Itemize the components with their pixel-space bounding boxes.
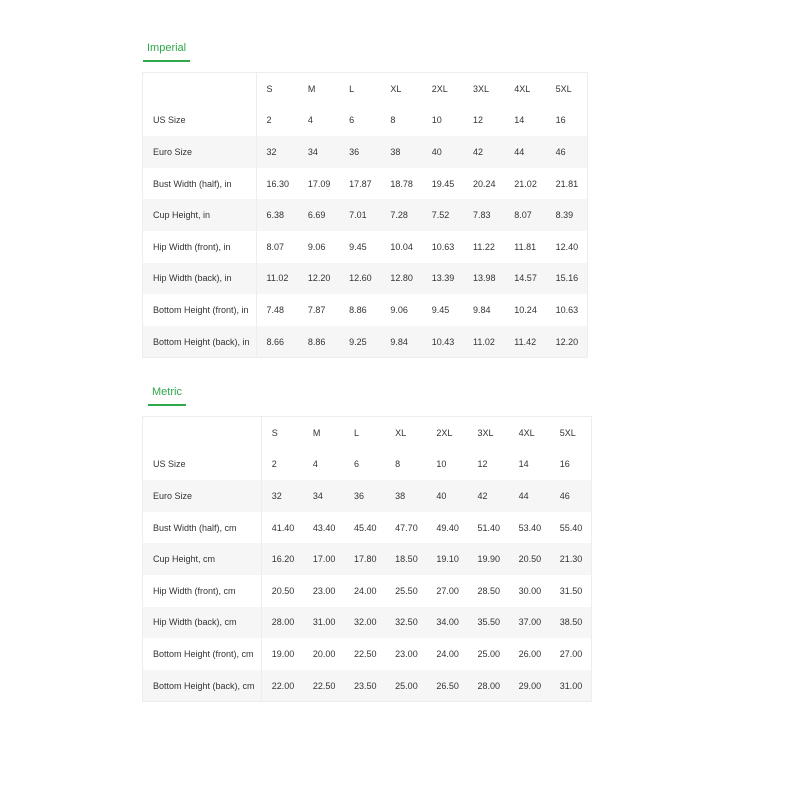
tab-imperial[interactable]: Imperial — [143, 36, 190, 62]
table-cell: 4 — [312, 459, 318, 470]
table-row — [143, 326, 588, 358]
table-cell: 24.00 — [354, 585, 377, 596]
metric-size-table — [142, 416, 592, 702]
row-label: Hip Width (back), cm — [143, 607, 262, 639]
table-cell: 9.84 — [390, 336, 408, 347]
table-cell: 14.57 — [514, 273, 537, 284]
column-header: 5XL — [555, 83, 572, 94]
table-cell: 12 — [477, 459, 488, 470]
column-header: 3XL — [473, 83, 490, 94]
table-cell: 20.24 — [473, 178, 496, 189]
imperial-size-table — [142, 72, 588, 358]
column-header: 5XL — [559, 427, 576, 438]
table-cell: 12.20 — [555, 336, 579, 347]
column-header: L — [354, 427, 360, 438]
column-header: 3XL — [477, 427, 494, 438]
header-corner-cell — [143, 417, 262, 449]
table-cell: 8.07 — [514, 210, 532, 221]
table-cell: 34 — [307, 146, 318, 157]
table-header-row — [143, 417, 592, 449]
table-cell: 8.07 — [266, 241, 285, 252]
table-cell: 10.24 — [514, 304, 537, 315]
row-label: US Size — [143, 449, 262, 481]
header-corner-cell — [143, 73, 257, 105]
table-cell: 45.40 — [354, 522, 377, 533]
table-cell: 19.45 — [431, 178, 455, 189]
table-cell: 36 — [354, 490, 365, 501]
table-cell: 6 — [349, 115, 355, 126]
table-cell: 42 — [473, 146, 484, 157]
table-cell: 53.40 — [518, 522, 542, 533]
table-cell: 32.50 — [395, 617, 418, 628]
table-cell: 31.00 — [559, 680, 583, 691]
imperial-table-body — [143, 105, 588, 358]
table-row — [143, 136, 588, 168]
metric-table-body — [143, 449, 592, 702]
column-header: XL — [395, 427, 407, 438]
table-cell: 34.00 — [436, 617, 459, 628]
table-cell: 40 — [436, 490, 447, 501]
table-cell: 40 — [431, 146, 442, 157]
table-row — [143, 168, 588, 200]
table-cell: 37.00 — [518, 617, 542, 628]
table-cell: 18.78 — [390, 178, 413, 189]
table-cell: 9.25 — [349, 336, 367, 347]
table-cell: 7.52 — [431, 210, 450, 221]
table-cell: 20.50 — [271, 585, 295, 596]
table-row — [143, 199, 588, 231]
table-cell: 28.50 — [477, 585, 500, 596]
table-cell: 21.02 — [514, 178, 537, 189]
table-cell: 2 — [271, 459, 277, 470]
table-cell: 19.10 — [436, 554, 459, 565]
table-cell: 24.00 — [436, 648, 459, 659]
column-header: S — [271, 427, 278, 438]
table-cell: 38.50 — [559, 617, 583, 628]
table-row — [143, 231, 588, 263]
table-cell: 13.39 — [431, 273, 455, 284]
table-cell: 9.45 — [431, 304, 450, 315]
table-cell: 26.50 — [436, 680, 459, 691]
table-row — [143, 638, 592, 670]
column-header: 2XL — [436, 427, 453, 438]
row-label: Hip Width (front), cm — [143, 575, 262, 607]
table-cell: 11.22 — [473, 241, 495, 252]
row-label: Bust Width (half), cm — [143, 512, 262, 544]
column-header: M — [312, 427, 321, 438]
table-cell: 31.50 — [559, 585, 583, 596]
table-cell: 4 — [307, 115, 313, 126]
table-cell: 43.40 — [312, 522, 336, 533]
column-header: S — [266, 83, 273, 94]
table-cell: 13.98 — [473, 273, 496, 284]
table-cell: 9.45 — [349, 241, 367, 252]
table-cell: 27.00 — [559, 648, 583, 659]
metric-section — [142, 380, 592, 702]
table-cell: 25.50 — [395, 585, 418, 596]
table-cell: 19.00 — [271, 648, 295, 659]
table-cell: 21.30 — [559, 554, 583, 565]
table-cell: 47.70 — [395, 522, 418, 533]
table-row — [143, 607, 592, 639]
table-cell: 30.00 — [518, 585, 542, 596]
table-cell: 20.50 — [518, 554, 542, 565]
row-label: Bottom Height (back), cm — [143, 670, 262, 702]
table-cell: 16 — [555, 115, 566, 126]
table-cell: 7.87 — [307, 304, 326, 315]
table-cell: 17.87 — [349, 178, 372, 189]
table-cell: 12 — [473, 115, 484, 126]
row-label: Euro Size — [143, 480, 262, 512]
table-cell: 9.06 — [307, 241, 326, 252]
table-cell: 8 — [395, 459, 401, 470]
table-cell: 46 — [559, 490, 570, 501]
tab-metric[interactable]: Metric — [148, 380, 186, 406]
table-cell: 19.90 — [477, 554, 500, 565]
table-cell: 36 — [349, 146, 360, 157]
row-label: Euro Size — [143, 136, 257, 168]
table-cell: 17.80 — [354, 554, 377, 565]
table-cell: 51.40 — [477, 522, 500, 533]
table-cell: 44 — [514, 146, 525, 157]
table-row — [143, 670, 592, 702]
table-cell: 10 — [431, 115, 442, 126]
table-cell: 14 — [518, 459, 529, 470]
table-cell: 23.00 — [312, 585, 336, 596]
table-cell: 7.83 — [473, 210, 491, 221]
table-cell: 23.50 — [354, 680, 377, 691]
table-row — [143, 263, 588, 295]
row-label: US Size — [143, 105, 257, 137]
table-cell: 49.40 — [436, 522, 459, 533]
table-row — [143, 512, 592, 544]
table-cell: 15.16 — [555, 273, 579, 284]
imperial-section — [142, 36, 588, 358]
row-label: Cup Height, in — [143, 199, 257, 231]
table-cell: 8 — [390, 115, 396, 126]
table-cell: 6.38 — [266, 210, 285, 221]
table-cell: 22.50 — [354, 648, 377, 659]
table-cell: 22.50 — [312, 680, 336, 691]
table-row — [143, 543, 592, 575]
table-cell: 32 — [266, 146, 277, 157]
table-cell: 35.50 — [477, 617, 500, 628]
row-label: Hip Width (front), in — [143, 231, 257, 263]
table-cell: 17.00 — [312, 554, 336, 565]
table-cell: 6 — [354, 459, 360, 470]
table-cell: 55.40 — [559, 522, 583, 533]
table-row — [143, 105, 588, 137]
table-cell: 18.50 — [395, 554, 418, 565]
table-cell: 10.04 — [390, 241, 413, 252]
table-cell: 28.00 — [477, 680, 500, 691]
table-row — [143, 449, 592, 481]
table-cell: 2 — [266, 115, 272, 126]
table-cell: 11.02 — [473, 336, 495, 347]
table-cell: 28.00 — [271, 617, 295, 628]
table-cell: 10.43 — [431, 336, 455, 347]
table-cell: 16.30 — [266, 178, 290, 189]
table-cell: 42 — [477, 490, 488, 501]
table-cell: 46 — [555, 146, 566, 157]
table-row — [143, 294, 588, 326]
table-cell: 8.86 — [349, 304, 367, 315]
table-cell: 7.28 — [390, 210, 408, 221]
table-cell: 14 — [514, 115, 525, 126]
table-cell: 11.42 — [514, 336, 537, 347]
table-cell: 10 — [436, 459, 447, 470]
table-cell: 8.39 — [555, 210, 574, 221]
table-cell: 12.80 — [390, 273, 413, 284]
table-cell: 32.00 — [354, 617, 377, 628]
table-cell: 8.66 — [266, 336, 285, 347]
table-cell: 25.00 — [477, 648, 500, 659]
table-cell: 12.20 — [307, 273, 331, 284]
table-cell: 17.09 — [307, 178, 331, 189]
column-header: XL — [390, 83, 402, 94]
table-cell: 12.60 — [349, 273, 372, 284]
table-cell: 8.86 — [307, 336, 326, 347]
table-cell: 6.69 — [307, 210, 326, 221]
table-cell: 9.84 — [473, 304, 491, 315]
row-label: Hip Width (back), in — [143, 263, 257, 295]
table-cell: 44 — [518, 490, 529, 501]
table-cell: 41.40 — [271, 522, 295, 533]
column-header: 2XL — [431, 83, 448, 94]
table-cell: 16 — [559, 459, 570, 470]
table-cell: 9.06 — [390, 304, 408, 315]
row-label: Bust Width (half), in — [143, 168, 257, 200]
table-cell: 10.63 — [431, 241, 455, 252]
column-header: 4XL — [514, 83, 531, 94]
table-cell: 38 — [390, 146, 401, 157]
table-header-row — [143, 73, 588, 105]
table-cell: 38 — [395, 490, 406, 501]
column-header: 4XL — [518, 427, 535, 438]
table-cell: 11.02 — [266, 273, 289, 284]
row-label: Bottom Height (front), cm — [143, 638, 262, 670]
column-header: L — [349, 83, 355, 94]
table-row — [143, 575, 592, 607]
row-label: Bottom Height (front), in — [143, 294, 257, 326]
table-cell: 11.81 — [514, 241, 537, 252]
table-cell: 10.63 — [555, 304, 579, 315]
table-cell: 32 — [271, 490, 282, 501]
table-cell: 22.00 — [271, 680, 295, 691]
row-label: Cup Height, cm — [143, 543, 262, 575]
table-cell: 26.00 — [518, 648, 542, 659]
table-cell: 7.01 — [349, 210, 367, 221]
row-label: Bottom Height (back), in — [143, 326, 257, 358]
table-cell: 20.00 — [312, 648, 336, 659]
table-cell: 12.40 — [555, 241, 579, 252]
table-cell: 21.81 — [555, 178, 579, 189]
table-cell: 25.00 — [395, 680, 418, 691]
table-cell: 27.00 — [436, 585, 459, 596]
table-row — [143, 480, 592, 512]
table-cell: 34 — [312, 490, 323, 501]
table-cell: 7.48 — [266, 304, 285, 315]
table-cell: 16.20 — [271, 554, 295, 565]
table-cell: 31.00 — [312, 617, 336, 628]
table-cell: 29.00 — [518, 680, 542, 691]
column-header: M — [307, 83, 316, 94]
table-cell: 23.00 — [395, 648, 418, 659]
